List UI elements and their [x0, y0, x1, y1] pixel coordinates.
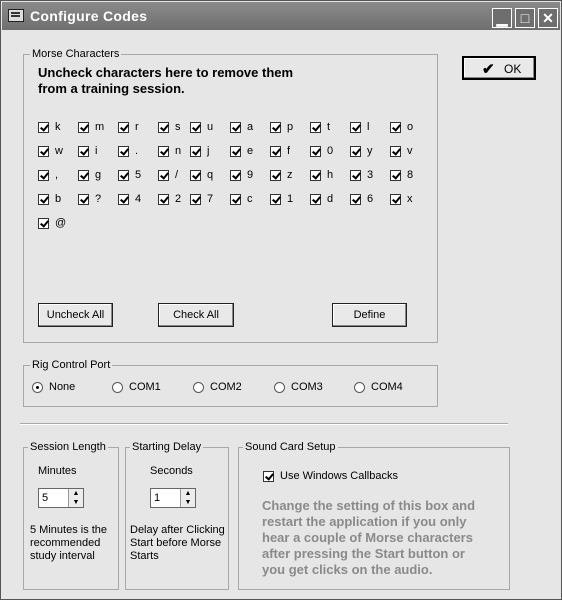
char-checkbox[interactable]: [350, 121, 369, 133]
char-checkbox-label: k: [55, 121, 61, 133]
char-checkbox-label: 7: [207, 193, 214, 205]
char-checkbox[interactable]: [38, 193, 61, 205]
char-checkbox[interactable]: [270, 169, 293, 181]
char-checkbox-label: g: [95, 169, 102, 181]
starting-delay-spin-arrows[interactable]: [180, 489, 195, 507]
rig-control-port-group: [23, 359, 438, 407]
session-length-legend: Session Length: [30, 441, 106, 453]
morse-instructions-line2: from a training session.: [38, 81, 185, 96]
char-checkbox-label: q: [207, 169, 214, 181]
char-checkbox-box[interactable]: [158, 170, 169, 181]
char-checkbox[interactable]: [118, 121, 139, 133]
define-button[interactable]: Define: [332, 303, 407, 327]
char-checkbox-box[interactable]: [230, 194, 241, 205]
char-checkbox[interactable]: [270, 145, 290, 157]
char-checkbox-label: f: [287, 145, 291, 157]
sound-note-line5: you get clicks on the audio.: [262, 562, 433, 577]
char-checkbox[interactable]: [310, 169, 333, 181]
char-checkbox[interactable]: [230, 121, 253, 133]
char-checkbox-box[interactable]: [310, 146, 321, 157]
session-note-line3: study interval: [30, 550, 95, 562]
char-checkbox-box[interactable]: [158, 122, 169, 133]
char-checkbox[interactable]: [158, 121, 181, 133]
morse-instructions-line1: Uncheck characters here to remove them: [38, 65, 294, 80]
radio-com3-dot[interactable]: [274, 382, 285, 393]
char-checkbox[interactable]: [38, 169, 58, 181]
char-checkbox-label: ?: [95, 193, 102, 205]
char-checkbox-box[interactable]: [350, 170, 361, 181]
starting-delay-unit: Seconds: [150, 465, 193, 477]
char-checkbox[interactable]: [270, 193, 293, 205]
radio-none[interactable]: [32, 381, 75, 393]
session-length-unit: Minutes: [38, 465, 77, 477]
session-note-line1: 5 Minutes is the: [30, 524, 108, 536]
char-checkbox-box[interactable]: [270, 122, 281, 133]
radio-none-label: None: [49, 381, 76, 393]
char-checkbox-label: ,: [55, 169, 59, 181]
char-checkbox-box[interactable]: [78, 170, 89, 181]
char-checkbox[interactable]: [190, 145, 209, 157]
char-checkbox-box[interactable]: [38, 122, 49, 133]
char-checkbox[interactable]: [190, 169, 213, 181]
sound-note-line2: restart the application if you only: [262, 514, 467, 529]
radio-none-dot[interactable]: [32, 382, 43, 393]
char-checkbox[interactable]: [390, 145, 413, 157]
sound-card-setup-group: [238, 441, 510, 590]
radio-com4[interactable]: [354, 381, 403, 393]
char-checkbox-label: 6: [367, 193, 374, 205]
char-checkbox-box[interactable]: [350, 146, 361, 157]
char-checkbox-label: .: [135, 145, 139, 157]
char-checkbox-label: h: [327, 169, 334, 181]
close-icon[interactable]: ✕: [538, 8, 558, 28]
sound-note-line3: hear a couple of Morse characters: [262, 530, 473, 545]
char-checkbox-box[interactable]: [158, 146, 169, 157]
char-checkbox[interactable]: [190, 193, 213, 205]
radio-com3-label: COM3: [291, 381, 323, 393]
char-checkbox-box[interactable]: [390, 170, 401, 181]
ok-label: OK: [504, 62, 522, 76]
sound-note-line1: Change the setting of this box and: [262, 498, 476, 513]
char-checkbox[interactable]: [350, 193, 373, 205]
char-checkbox-box[interactable]: [390, 122, 401, 133]
radio-com4-dot[interactable]: [354, 382, 365, 393]
char-checkbox-box[interactable]: [118, 170, 129, 181]
char-checkbox-label: u: [207, 121, 214, 133]
char-checkbox[interactable]: [158, 169, 178, 181]
char-checkbox-box[interactable]: [190, 146, 201, 157]
spin-down-icon[interactable]: ▼: [72, 499, 80, 506]
radio-com1-label: COM1: [129, 381, 161, 393]
char-checkbox-label: e: [247, 145, 254, 157]
radio-com1[interactable]: [112, 381, 161, 393]
starting-delay-value[interactable]: 1: [154, 492, 161, 504]
char-checkbox-box[interactable]: [38, 170, 49, 181]
char-checkbox-label: /: [175, 169, 179, 181]
char-checkbox-box[interactable]: [118, 122, 129, 133]
char-checkbox-label: n: [175, 145, 182, 157]
app-icon: [8, 9, 24, 22]
char-checkbox-box[interactable]: [270, 194, 281, 205]
char-checkbox-label: 8: [407, 169, 414, 181]
check-all-button[interactable]: Check All: [158, 303, 234, 327]
rig-control-port-legend: Rig Control Port: [32, 359, 111, 371]
char-checkbox[interactable]: [390, 193, 413, 205]
session-length-value[interactable]: 5: [42, 492, 49, 504]
char-checkbox-box[interactable]: [38, 194, 49, 205]
char-checkbox[interactable]: [158, 145, 181, 157]
char-checkbox-box[interactable]: [350, 194, 361, 205]
char-checkbox[interactable]: [270, 121, 293, 133]
sound-note-line4: after pressing the Start button or: [262, 546, 465, 561]
char-checkbox-box[interactable]: [390, 194, 401, 205]
char-checkbox-label: @: [55, 217, 67, 229]
starting-delay-group: [125, 441, 229, 590]
char-checkbox[interactable]: [78, 145, 97, 157]
char-checkbox[interactable]: [390, 169, 413, 181]
ok-button[interactable]: [462, 56, 536, 80]
char-checkbox[interactable]: [230, 169, 253, 181]
use-windows-callbacks-label: Use Windows Callbacks: [280, 470, 398, 482]
spin-up-icon[interactable]: ▲: [184, 490, 192, 497]
radio-com1-dot[interactable]: [112, 382, 123, 393]
char-checkbox-label: 5: [135, 169, 142, 181]
char-checkbox-box[interactable]: [310, 194, 321, 205]
session-length-group: [23, 441, 119, 590]
char-checkbox[interactable]: [38, 121, 61, 133]
char-checkbox-box[interactable]: [158, 194, 169, 205]
char-checkbox-box[interactable]: [310, 122, 321, 133]
char-checkbox-label: l: [367, 121, 370, 133]
char-checkbox[interactable]: [78, 121, 104, 133]
morse-characters-legend: Morse Characters: [32, 48, 120, 60]
char-checkbox-label: i: [95, 145, 98, 157]
char-checkbox-label: a: [247, 121, 254, 133]
char-checkbox-label: 1: [287, 193, 294, 205]
session-length-spinner[interactable]: [38, 488, 84, 508]
char-checkbox[interactable]: [350, 145, 373, 157]
char-checkbox-box[interactable]: [230, 146, 241, 157]
char-checkbox[interactable]: [310, 121, 330, 133]
char-checkbox-label: s: [175, 121, 181, 133]
char-checkbox[interactable]: [158, 193, 181, 205]
char-checkbox-label: b: [55, 193, 62, 205]
checkmark-icon: ✔: [482, 61, 495, 78]
char-checkbox-box[interactable]: [190, 170, 201, 181]
char-checkbox[interactable]: [190, 121, 213, 133]
title-bar[interactable]: [2, 2, 560, 30]
char-checkbox-label: 4: [135, 193, 142, 205]
char-checkbox[interactable]: [350, 169, 373, 181]
delay-note-line2: Start before Morse: [130, 537, 222, 549]
use-windows-callbacks-checkbox[interactable]: [263, 470, 398, 482]
sound-card-setup-legend: Sound Card Setup: [245, 441, 336, 453]
spin-up-icon[interactable]: ▲: [72, 490, 80, 497]
char-checkbox[interactable]: [310, 145, 333, 157]
char-checkbox-box[interactable]: [78, 122, 89, 133]
uncheck-all-button[interactable]: Uncheck All: [38, 303, 113, 327]
char-checkbox[interactable]: [310, 193, 333, 205]
char-checkbox[interactable]: [230, 193, 253, 205]
char-checkbox-label: w: [55, 145, 63, 157]
window-title: Configure Codes: [30, 8, 148, 24]
char-checkbox[interactable]: [118, 193, 141, 205]
radio-com4-label: COM4: [371, 381, 403, 393]
char-checkbox-label: 2: [175, 193, 182, 205]
char-checkbox-label: t: [327, 121, 331, 133]
radio-com3[interactable]: [274, 381, 323, 393]
delay-note-line1: Delay after Clicking: [130, 524, 225, 536]
char-checkbox-box[interactable]: [310, 170, 321, 181]
char-checkbox-box[interactable]: [230, 170, 241, 181]
char-checkbox[interactable]: [78, 193, 101, 205]
spin-down-icon[interactable]: ▼: [184, 499, 192, 506]
maximize-icon[interactable]: □: [515, 8, 535, 28]
separator: [20, 423, 508, 425]
char-checkbox-label: z: [287, 169, 293, 181]
starting-delay-legend: Starting Delay: [132, 441, 202, 453]
char-checkbox-label: j: [207, 145, 210, 157]
char-checkbox-box[interactable]: [190, 194, 201, 205]
session-note-line2: recommended: [30, 537, 101, 549]
char-checkbox[interactable]: [38, 217, 66, 229]
char-checkbox-box[interactable]: [190, 122, 201, 133]
char-checkbox-box[interactable]: [230, 122, 241, 133]
char-checkbox-label: r: [135, 121, 139, 133]
char-checkbox-label: o: [407, 121, 414, 133]
char-checkbox[interactable]: [230, 145, 253, 157]
char-checkbox-label: d: [327, 193, 334, 205]
use-windows-callbacks-box[interactable]: [263, 471, 274, 482]
char-checkbox-label: 0: [327, 145, 334, 157]
char-checkbox-label: c: [247, 193, 253, 205]
char-checkbox-label: m: [95, 121, 105, 133]
char-checkbox-box[interactable]: [38, 146, 49, 157]
char-checkbox-box[interactable]: [78, 146, 89, 157]
radio-com2-label: COM2: [210, 381, 242, 393]
char-checkbox-label: y: [367, 145, 373, 157]
char-checkbox[interactable]: [118, 145, 138, 157]
char-checkbox-label: 9: [247, 169, 254, 181]
radio-com2[interactable]: [193, 381, 242, 393]
radio-com2-dot[interactable]: [193, 382, 204, 393]
char-checkbox[interactable]: [390, 121, 413, 133]
char-checkbox[interactable]: [118, 169, 141, 181]
char-checkbox-label: p: [287, 121, 294, 133]
morse-characters-group: [23, 48, 438, 343]
char-checkbox-box[interactable]: [38, 218, 49, 229]
char-checkbox-label: 3: [367, 169, 374, 181]
minimize-icon[interactable]: ▁: [492, 8, 512, 28]
char-checkbox-label: x: [407, 193, 413, 205]
char-checkbox-box[interactable]: [350, 122, 361, 133]
char-checkbox-box[interactable]: [118, 146, 129, 157]
char-checkbox-box[interactable]: [78, 194, 89, 205]
char-checkbox-box[interactable]: [270, 146, 281, 157]
delay-note-line3: Starts: [130, 550, 159, 562]
char-checkbox-box[interactable]: [390, 146, 401, 157]
starting-delay-spinner[interactable]: [150, 488, 196, 508]
session-length-spin-arrows[interactable]: [68, 489, 83, 507]
char-checkbox-label: v: [407, 145, 413, 157]
char-checkbox[interactable]: [38, 145, 63, 157]
char-checkbox-box[interactable]: [118, 194, 129, 205]
char-checkbox[interactable]: [78, 169, 101, 181]
char-checkbox-box[interactable]: [270, 170, 281, 181]
